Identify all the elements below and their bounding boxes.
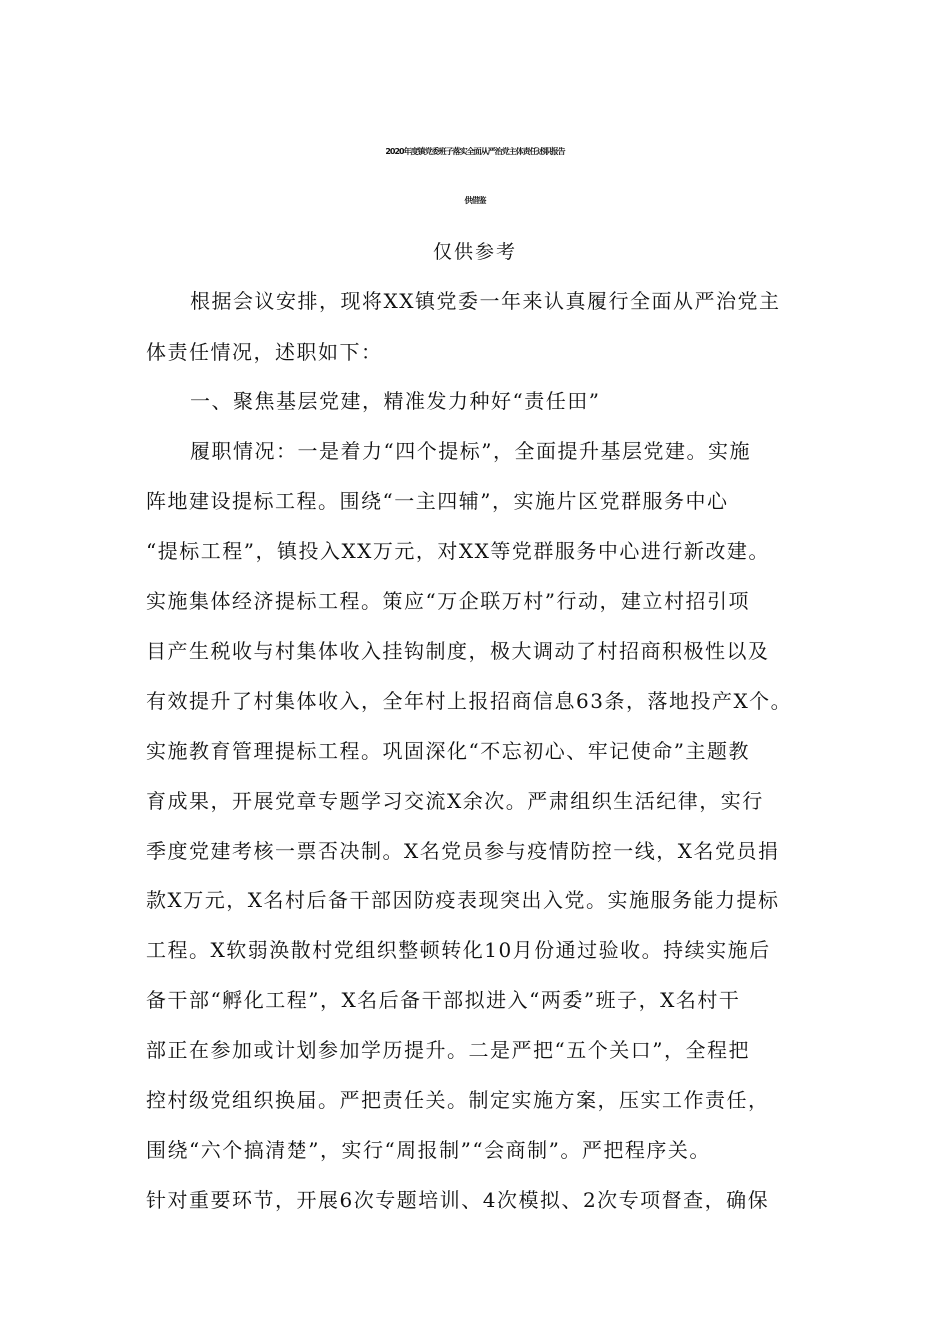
paragraph-line: 目产生税收与村集体收入挂钩制度，极大调动了村招商积极性以及 bbox=[146, 639, 770, 663]
paragraph-line: 款X万元，X名村后备干部因防疫表现突出入党。实施服务能力提标 bbox=[146, 888, 780, 912]
section-heading: 一、聚焦基层党建，精准发力种好“责任田” bbox=[190, 389, 601, 413]
paragraph-line: 阵地建设提标工程。围绕“一主四辅”，实施片区党群服务中心 bbox=[146, 489, 729, 513]
paragraph-line: 针对重要环节，开展6次专题培训、4次模拟、2次专项督查，确保 bbox=[146, 1188, 770, 1212]
paragraph-line: 备干部“孵化工程”，X名后备干部拟进入“两委”班子，X名村干 bbox=[146, 988, 741, 1012]
paragraph-line: 部正在参加或计划参加学历提升。二是严把“五个关口”，全程把 bbox=[146, 1038, 750, 1062]
paragraph-line: 控村级党组织换届。严把责任关。制定实施方案，压实工作责任， bbox=[146, 1088, 770, 1112]
document-title: 2020年度镇党委班子落实全面从严治党主体责任述职报告 bbox=[385, 147, 565, 156]
document-subtitle: 仅供参考 bbox=[432, 241, 517, 263]
paragraph-line: 根据会议安排，现将XX镇党委一年来认真履行全面从严治党主 bbox=[190, 289, 781, 313]
paragraph-line: “提标工程”，镇投入XX万元，对XX等党群服务中心进行新改建。 bbox=[146, 539, 770, 563]
paragraph-line: 体责任情况，述职如下： bbox=[146, 340, 383, 364]
paragraph-line: 工程。X软弱涣散村党组织整顿转化10月份通过验收。持续实施后 bbox=[146, 938, 771, 962]
paragraph-line: 育成果，开展党章专题学习交流X余次。严肃组织生活纪律，实行 bbox=[146, 789, 764, 813]
paragraph-line: 季度党建考核一票否决制。X名党员参与疫情防控一线，X名党员捐 bbox=[146, 839, 780, 863]
paragraph-line: 履职情况：一是着力“四个提标”，全面提升基层党建。实施 bbox=[190, 439, 751, 463]
paragraph-line: 实施集体经济提标工程。策应“万企联万村”行动，建立村招引项 bbox=[146, 589, 750, 613]
paragraph-line: 围绕“六个搞清楚”，实行“周报制”“会商制”。严把程序关。 bbox=[146, 1138, 711, 1162]
paragraph-line: 实施教育管理提标工程。巩固深化“不忘初心、牢记使命”主题教 bbox=[146, 739, 750, 763]
paragraph-line: 有效提升了村集体收入，全年村上报招商信息63条，落地投产X个。 bbox=[146, 689, 793, 713]
document-title-continued: 供借鉴 bbox=[464, 196, 486, 205]
